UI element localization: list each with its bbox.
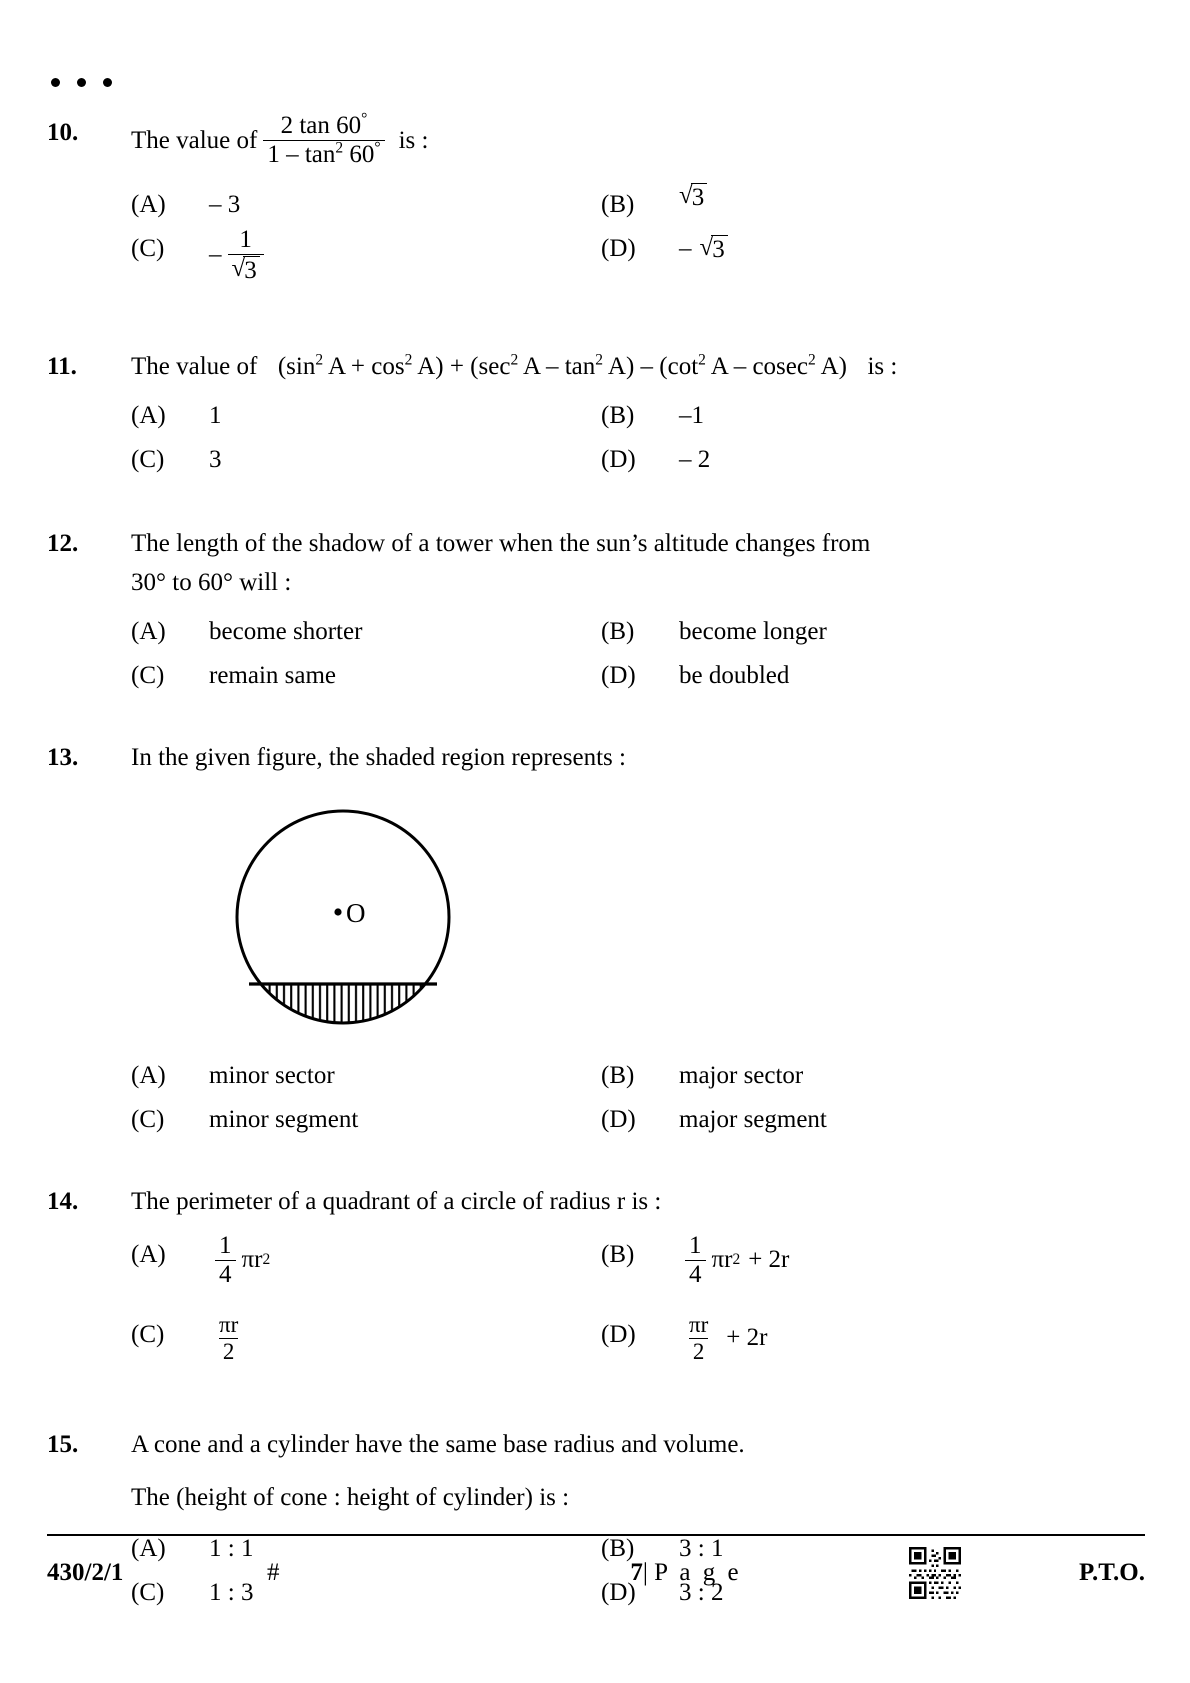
plus-2r-term: + 2r	[726, 1324, 768, 1352]
question-stem: In the given figure, the shaded region represents :	[131, 743, 626, 771]
option-value: major segment	[679, 1105, 827, 1133]
option-11-A[interactable]	[131, 394, 601, 438]
question-stem-line1: The length of the shadow of a tower when the sun’s altitude changes from	[131, 529, 871, 557]
option-14-C[interactable]	[131, 1313, 601, 1393]
exponent: 2	[698, 351, 706, 369]
hash-mark: #	[267, 1559, 280, 1586]
question-stem-line2: The (height of cone : height of cylinder) is :	[131, 1483, 570, 1511]
page-number: 7	[630, 1559, 643, 1586]
page-footer	[47, 1543, 1145, 1603]
option-value: remain same	[209, 661, 337, 689]
option-label: (B)	[601, 1534, 635, 1562]
paper-code: 430/2/1	[47, 1559, 124, 1586]
exponent: 2	[510, 351, 519, 369]
square-root: √ 3	[679, 183, 707, 210]
qr-code-icon	[909, 1547, 961, 1599]
option-value: – 2	[679, 445, 711, 473]
option-10-A[interactable]	[131, 183, 601, 227]
option-label: (A)	[131, 1240, 166, 1268]
option-12-D[interactable]	[601, 654, 1147, 698]
fraction-pir-over-2: $\frac{\pi r}{2}$	[219, 1311, 239, 1364]
option-value: $\frac{1}{4}$ πr 2	[209, 1233, 270, 1289]
fraction-numerator: 2 tan 60°	[280, 110, 368, 139]
option-14-A[interactable]	[131, 1233, 601, 1313]
option-label: (C)	[131, 661, 165, 689]
option-11-D[interactable]	[601, 438, 1147, 482]
option-label: (D)	[601, 1578, 636, 1606]
option-11-B[interactable]	[601, 394, 1147, 438]
page-indicator	[497, 1559, 875, 1587]
option-label: (C)	[131, 1578, 165, 1606]
stem-suffix: is :	[398, 126, 429, 154]
center-label-O: O	[346, 897, 366, 928]
option-label: (D)	[601, 1320, 636, 1348]
option-label: (D)	[601, 1105, 636, 1133]
fraction-pir-over-2: $\frac{\pi r}{2}$	[689, 1311, 709, 1364]
question-11	[47, 347, 1147, 482]
option-value: become longer	[679, 617, 827, 645]
question-12	[47, 524, 1147, 698]
options-list-11	[131, 394, 1147, 482]
question-number: 13.	[47, 743, 79, 771]
option-label: (C)	[131, 1105, 165, 1133]
option-14-D[interactable]	[601, 1313, 1147, 1393]
option-value: major sector	[679, 1061, 804, 1089]
shaded-minor-segment	[231, 984, 461, 1039]
question-stem: The value of ($\sin^2$ $A + \cos^2 A) + (\sec^2$ A – $\tan^2 A) - (\cot^2$ A – cosec$^2$ A) is :	[131, 351, 898, 380]
option-value: become shorter	[209, 617, 363, 645]
options-list-10	[131, 183, 1147, 301]
option-label: (D)	[601, 445, 636, 473]
option-13-C[interactable]	[131, 1098, 601, 1142]
option-label: (D)	[601, 661, 636, 689]
question-14	[47, 1182, 1147, 1393]
option-label: (A)	[131, 1534, 166, 1562]
center-point-dot	[334, 908, 341, 915]
option-label: (C)	[131, 445, 165, 473]
fraction-one-quarter: $\frac{1}{4}$	[215, 1233, 236, 1289]
question-number: 10.	[47, 119, 79, 146]
option-13-B[interactable]	[601, 1054, 1147, 1098]
stem-prefix: The value of	[131, 126, 258, 154]
fraction-1-over-root3: 1 √ 3	[228, 227, 264, 283]
question-13	[47, 738, 1147, 1142]
dot-icon	[103, 78, 112, 87]
page-word: P a g e	[654, 1559, 742, 1586]
fraction-denominator: $1 - \tan^2 60^\circ$	[263, 140, 384, 168]
pi-r-term: πr	[711, 1246, 733, 1274]
dot-icon	[77, 78, 86, 87]
option-value: minor segment	[209, 1105, 359, 1133]
exponent: 2	[335, 139, 344, 157]
option-12-C[interactable]	[131, 654, 601, 698]
pi-r-term: πr	[241, 1246, 263, 1274]
option-label: (B)	[601, 1061, 635, 1089]
option-value: 3 : 1	[679, 1534, 724, 1562]
option-13-A[interactable]	[131, 1054, 601, 1098]
options-list-13	[131, 1054, 1147, 1142]
question-10	[47, 110, 1147, 301]
option-value: be doubled	[679, 661, 790, 689]
option-value: 3 : 2	[679, 1578, 724, 1606]
degree-sign: °	[374, 139, 381, 157]
question-number: 12.	[47, 529, 79, 557]
pto-label: P.T.O.	[1079, 1559, 1145, 1586]
qr-code	[875, 1547, 995, 1599]
exponent: 2	[807, 351, 816, 369]
question-number: 11.	[47, 352, 77, 380]
question-stem-line2: 30° to 60° will :	[131, 568, 292, 596]
exponent: 2	[595, 351, 604, 369]
option-value	[679, 227, 728, 271]
option-10-D[interactable]	[601, 227, 1147, 301]
question-number: 15.	[47, 1430, 79, 1458]
question-stem-line1: A cone and a cylinder have the same base radius and volume.	[131, 1430, 745, 1458]
option-12-A[interactable]	[131, 610, 601, 654]
option-label: (C)	[131, 1320, 165, 1348]
option-label: (B)	[601, 1240, 635, 1268]
option-value	[679, 183, 707, 210]
option-10-B[interactable]	[601, 183, 1147, 227]
option-value: minor sector	[209, 1061, 335, 1089]
option-label: (D)	[601, 234, 636, 262]
option-value	[209, 1313, 248, 1364]
section-dots	[51, 78, 1147, 87]
question-stem: The perimeter of a quadrant of a circle of radius r is :	[131, 1187, 662, 1215]
option-11-C[interactable]	[131, 438, 601, 482]
question-number: 14.	[47, 1187, 79, 1215]
option-label: (A)	[131, 401, 166, 429]
option-label: (B)	[601, 401, 635, 429]
circle-diagram-svg	[231, 799, 461, 1039]
option-14-B[interactable]	[601, 1233, 1147, 1313]
question-stem	[131, 110, 1147, 169]
option-label: (A)	[131, 617, 166, 645]
fraction-one-quarter: $\frac{1}{4}$	[685, 1233, 706, 1289]
plus-2r-term: + 2r	[748, 1246, 790, 1274]
option-value: –1	[679, 401, 704, 429]
degree-sign: °	[361, 110, 368, 128]
options-list-12	[131, 610, 1147, 698]
option-value: 1 : 1	[209, 1534, 254, 1562]
square-root: √ 3	[232, 256, 260, 283]
option-value: $\frac{1}{4}$ πr 2 + 2r	[679, 1233, 789, 1289]
option-value: 1	[209, 401, 222, 429]
option-value: – 3	[209, 190, 241, 218]
option-value	[679, 1313, 767, 1364]
dot-icon	[51, 78, 60, 87]
square-root: √ 3	[700, 235, 728, 262]
option-10-C[interactable]	[131, 227, 601, 301]
option-label: (A)	[131, 1061, 166, 1089]
exponent: 2	[315, 351, 324, 369]
page-separator: |	[642, 1559, 648, 1586]
option-label: (B)	[601, 190, 635, 218]
option-label: (C)	[131, 234, 165, 262]
circle-segment-figure	[231, 799, 1147, 1044]
questions-container	[47, 78, 1147, 1615]
option-value: 1 : 3	[209, 1578, 254, 1606]
minus-sign: –	[679, 234, 692, 262]
option-value: 3	[209, 445, 222, 473]
exponent: 2	[404, 351, 413, 369]
options-list-14	[131, 1233, 1147, 1393]
option-value	[209, 227, 270, 283]
fraction-2tan60	[263, 110, 384, 169]
option-12-B[interactable]	[601, 610, 1147, 654]
option-13-D[interactable]	[601, 1098, 1147, 1142]
footer-divider	[47, 1534, 1145, 1536]
minus-sign: –	[209, 240, 222, 268]
option-label: (B)	[601, 617, 635, 645]
option-label: (A)	[131, 190, 166, 218]
